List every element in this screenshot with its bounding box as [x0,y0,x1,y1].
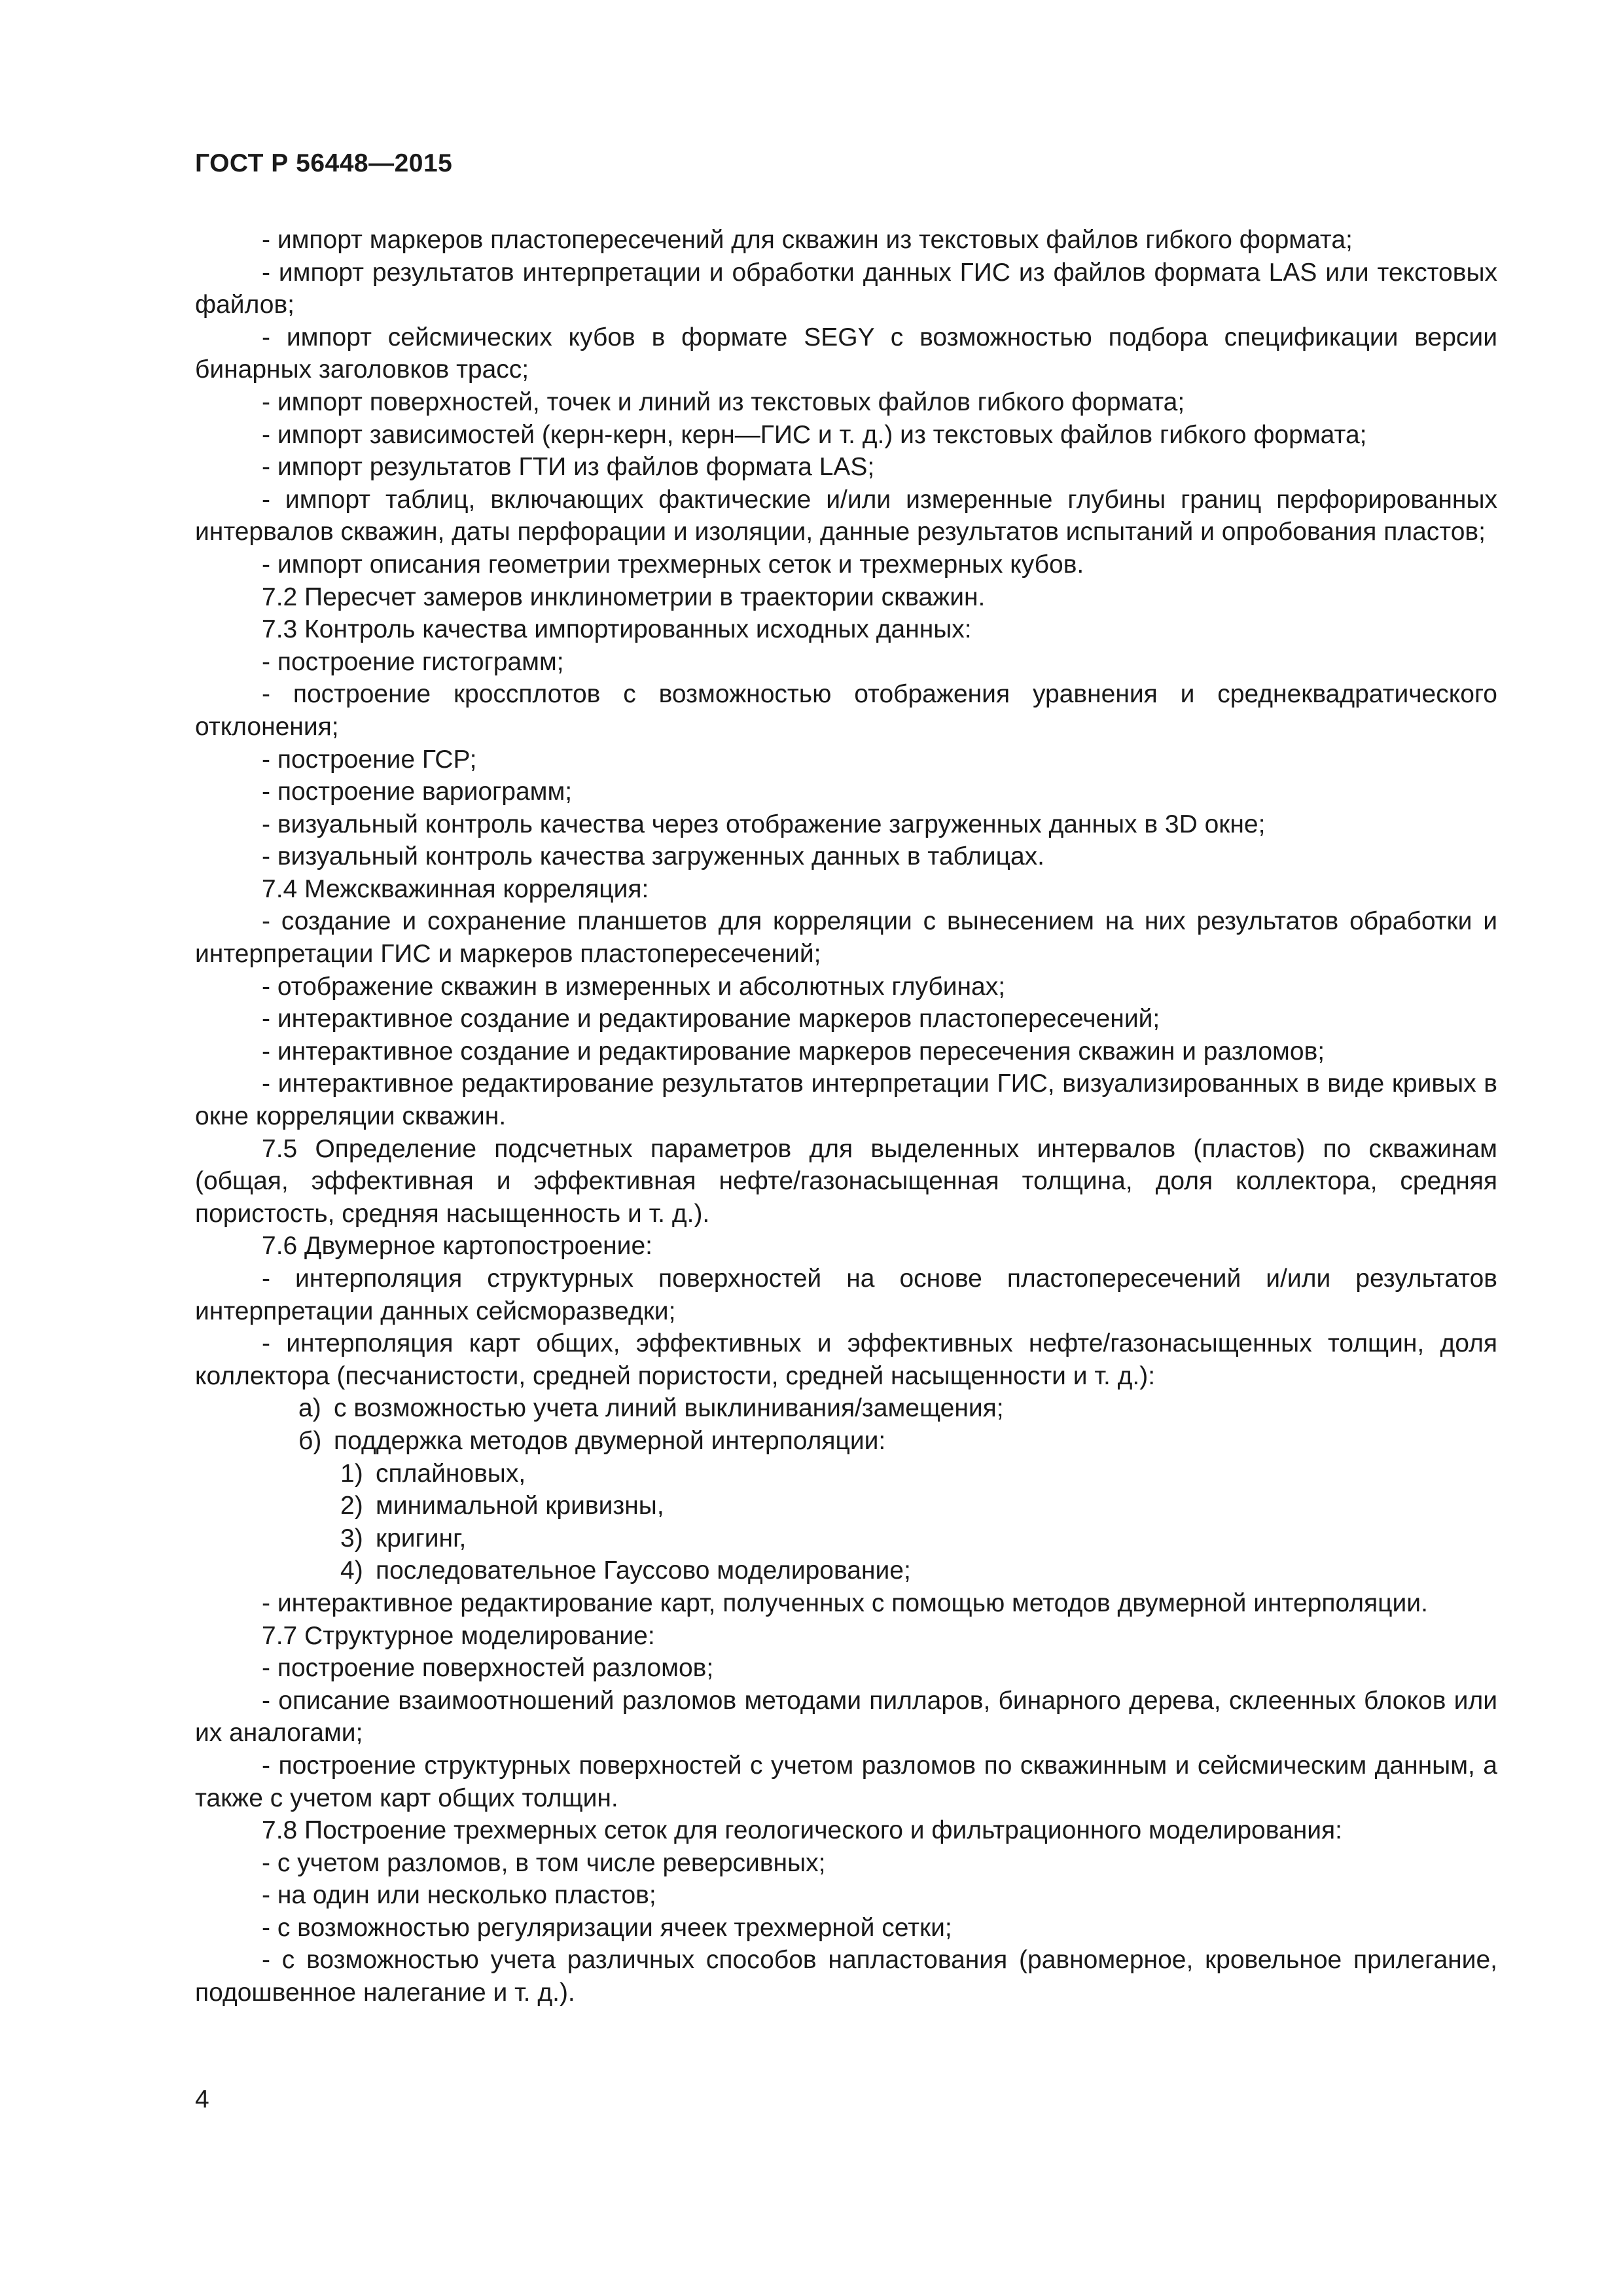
list-item-text: минимальной кривизны, [376,1492,664,1520]
list-marker: 2) [340,1492,363,1520]
paragraph: - построение гистограмм; [262,647,564,676]
paragraph: - интерактивное редактирование карт, полученных с помощью методов двумерной интерполяции. [262,1588,1428,1617]
paragraph: - интерактивное создание и редактирование маркеров пересечения скважин и разломов; [262,1037,1325,1066]
section-7-2: 7.2 Пересчет замеров инклинометрии в траектории скважин. [262,583,986,611]
paragraph: - визуальный контроль качества через отображение загруженных данных в 3D окне; [262,810,1266,838]
list-marker: б) [298,1426,322,1455]
page-number: 4 [195,2085,209,2113]
paragraph: - отображение скважин в измеренных и абсолютных глубинах; [262,972,1006,1001]
paragraph: - визуальный контроль качества загруженных данных в таблицах. [262,842,1044,871]
paragraph: - с возможностью учета различных способов напластования (равномерное, кровельное прилегание, подошвенное налегание и т. д.). [195,1946,1497,2007]
paragraph: - построение ГСР; [262,745,477,774]
paragraph: - импорт результатов ГТИ из файлов формата LAS; [262,453,875,482]
list-item [195,1554,1497,1587]
section-7-4: 7.4 Межскважинная корреляция: [262,874,649,903]
paragraph: - интерполяция структурных поверхностей на основе пластопересечений и/или результатов интерпретации данных сейсморазведки; [195,1265,1497,1325]
document-code-header: ГОСТ Р 56448—2015 [195,149,453,177]
paragraph: - на один или несколько пластов; [262,1881,656,1910]
paragraph: - интерактивное редактирование результатов интерпретации ГИС, визуализированных в виде кривых в окне корреляции скважин. [195,1069,1497,1131]
paragraph: - интерполяция карт общих, эффективных и эффективных нефте/газонасыщенных толщин, доля коллектора (песчанистости, средней пористости, средней насыщенности и т. д.): [195,1329,1497,1390]
list-item-text: с возможностью учета линий выклинивания/замещения; [334,1394,1004,1423]
list-marker: а) [298,1394,321,1423]
paragraph: - с учетом разломов, в том числе реверсивных; [262,1848,826,1877]
section-7-8: 7.8 Построение трехмерных сеток для геологического и фильтрационного моделирования: [262,1816,1342,1845]
list-marker: 3) [340,1524,363,1552]
paragraph: - построение структурных поверхностей с учетом разломов по скважинным и сейсмическим данным, а также с учетом карт общих толщин. [195,1751,1497,1812]
list-item [195,1490,1497,1522]
list-item [195,1522,1497,1555]
list-item [195,1458,1497,1490]
list-item-text: последовательное Гауссово моделирование; [376,1556,911,1585]
section-7-6: 7.6 Двумерное картопостроение: [262,1232,652,1261]
paragraph: - описание взаимоотношений разломов методами пилларов, бинарного дерева, склеенных блоков или их аналогами; [195,1686,1497,1748]
section-7-3: 7.3 Контроль качества импортированных исходных данных: [262,615,972,644]
section-7-5: 7.5 Определение подсчетных параметров для выделенных интервалов (пластов) по скважинам (общая, эффективная и эффективная нефте/газонасыщенная толщина, доля коллектора, средняя пористость, средняя насыщенность и т. д.). [195,1134,1497,1228]
paragraph: - построение поверхностей разломов; [262,1654,714,1683]
document-body [195,224,1497,2009]
paragraph: - интерактивное создание и редактирование маркеров пластопересечений; [262,1005,1160,1033]
list-item-text: поддержка методов двумерной интерполяции: [334,1426,886,1455]
list-marker: 4) [340,1556,363,1585]
paragraph: - импорт маркеров пластопересечений для скважин из текстовых файлов гибкого формата; [262,226,1353,254]
paragraph: - импорт зависимостей (керн-керн, керн—ГИС и т. д.) из текстовых файлов гибкого формата; [262,420,1367,449]
paragraph: - импорт поверхностей, точек и линий из текстовых файлов гибкого формата; [262,387,1185,416]
list-marker: 1) [340,1459,363,1488]
list-item [195,1425,1497,1458]
paragraph: - построение вариограмм; [262,778,573,806]
list-item [195,1392,1497,1425]
list-item-text: сплайновых, [376,1459,526,1488]
paragraph: - создание и сохранение планшетов для корреляции с вынесением на них результатов обработки и интерпретации ГИС и маркеров пластопересечений; [195,907,1497,969]
section-7-7: 7.7 Структурное моделирование: [262,1621,655,1650]
paragraph: - импорт таблиц, включающих фактические и/или измеренные глубины границ перфорированных интервалов скважин, даты перфорации и изоляции, данные результатов испытаний и опробования пластов; [195,485,1497,547]
list-item-text: кригинг, [376,1524,467,1552]
paragraph: - с возможностью регуляризации ячеек трехмерной сетки; [262,1913,952,1942]
paragraph: - построение кроссплотов с возможностью отображения уравнения и среднеквадратического отклонения; [195,680,1497,741]
paragraph: - импорт описания геометрии трехмерных сеток и трехмерных кубов. [262,550,1084,579]
paragraph: - импорт сейсмических кубов в формате SEGY с возможностью подбора спецификации версии бинарных заголовков трасс; [195,323,1497,384]
paragraph: - импорт результатов интерпретации и обработки данных ГИС из файлов формата LAS или текстовых файлов; [195,258,1497,319]
